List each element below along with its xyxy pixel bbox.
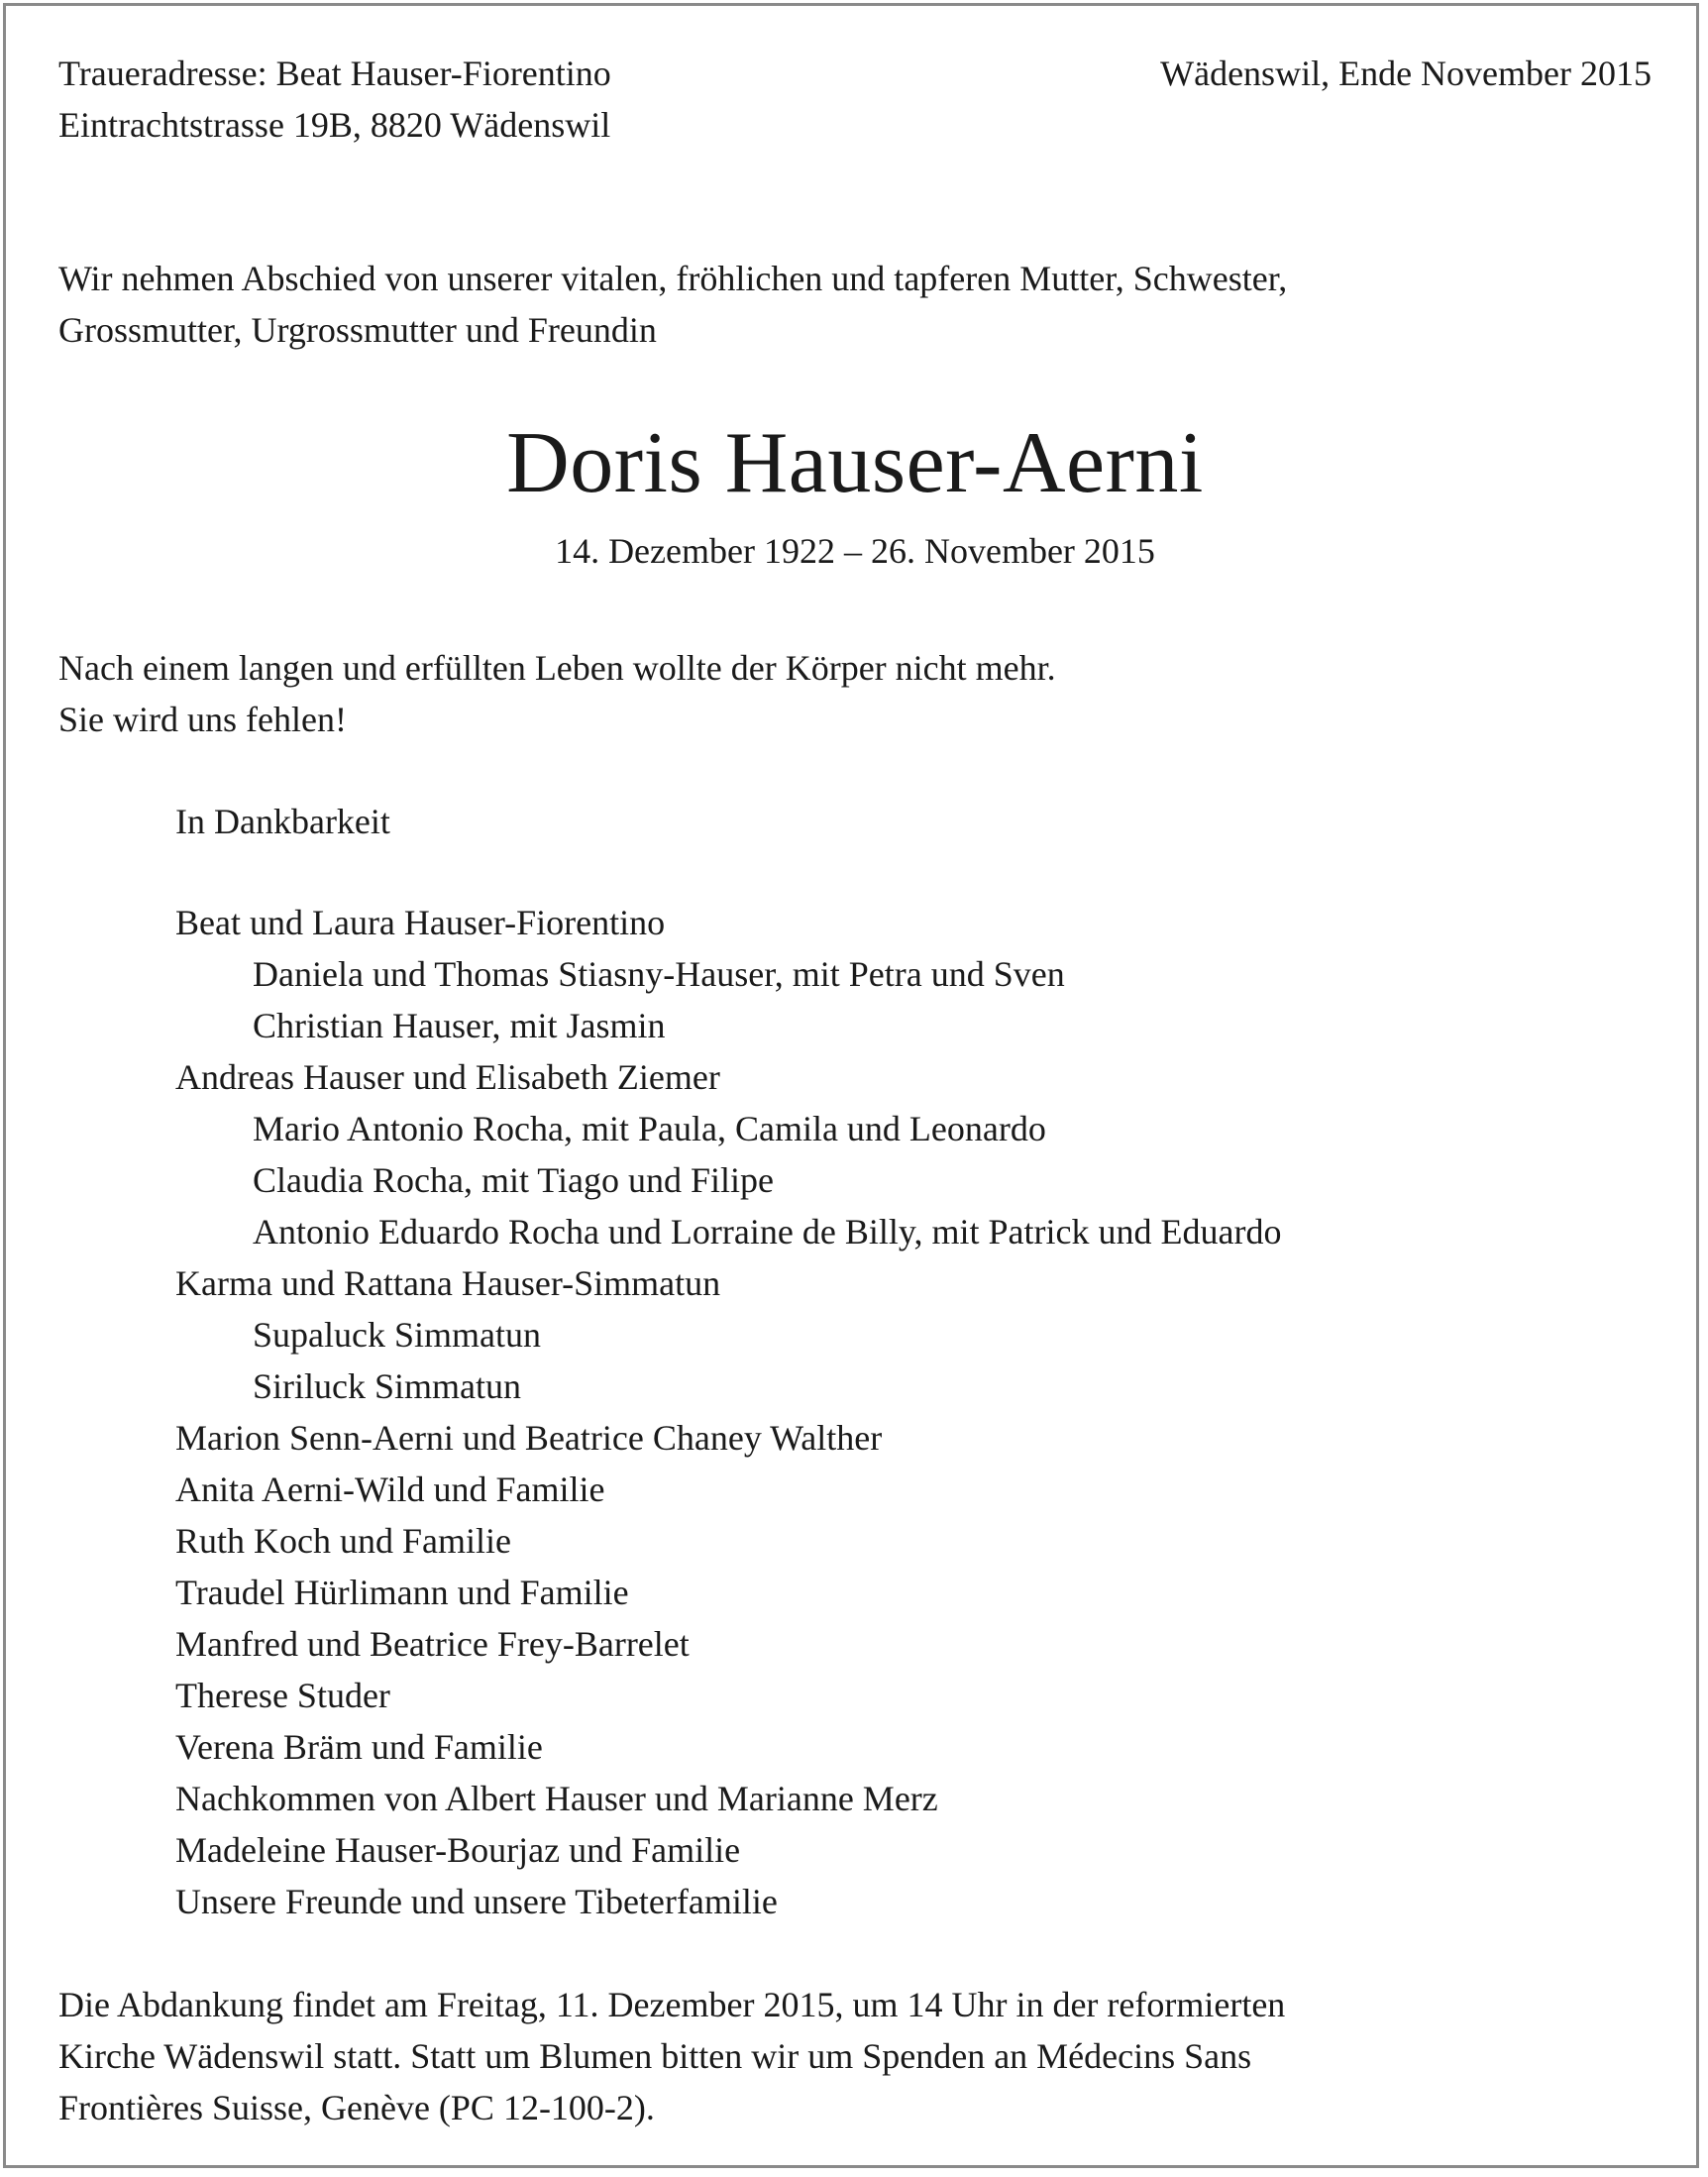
- mourner-entry: Ruth Koch und Familie: [175, 1521, 511, 1561]
- mourner-entry: Daniela und Thomas Stiasny-Hauser, mit Petra und Sven: [253, 954, 1065, 994]
- ceremony-line3: Frontières Suisse, Genève (PC 12-100-2).: [58, 2088, 655, 2127]
- mourning-address-line1: Traueradresse: Beat Hauser-Fiorentino: [58, 54, 611, 93]
- deceased-name: Doris Hauser-Aerni: [506, 415, 1204, 511]
- mourner-entry: Andreas Hauser und Elisabeth Ziemer: [175, 1057, 720, 1097]
- mourner-entry: Therese Studer: [175, 1676, 390, 1715]
- mourner-entry: Mario Antonio Rocha, mit Paula, Camila und Leonardo: [253, 1109, 1046, 1148]
- mourner-entry: Traudel Hürlimann und Familie: [175, 1573, 629, 1612]
- mourner-entry: Beat und Laura Hauser-Fiorentino: [175, 903, 666, 942]
- intro-line2: Grossmutter, Urgrossmutter und Freundin: [58, 310, 657, 350]
- message-line1: Nach einem langen und erfüllten Leben wollte der Körper nicht mehr.: [58, 648, 1056, 688]
- ceremony-line1: Die Abdankung findet am Freitag, 11. Dezember 2015, um 14 Uhr in der reformierten: [58, 1985, 1286, 2024]
- place-and-date: Wädenswil, Ende November 2015: [1160, 54, 1652, 93]
- mourner-entry: Antonio Eduardo Rocha und Lorraine de Billy, mit Patrick und Eduardo: [253, 1212, 1282, 1252]
- mourner-entry: Siriluck Simmatun: [253, 1366, 522, 1406]
- mourner-entry: Claudia Rocha, mit Tiago und Filipe: [253, 1160, 775, 1200]
- intro-line1: Wir nehmen Abschied von unserer vitalen, fröhlichen und tapferen Mutter, Schwester,: [58, 259, 1288, 298]
- message-line2: Sie wird uns fehlen!: [58, 700, 347, 739]
- mourning-address-line2: Eintrachtstrasse 19B, 8820 Wädenswil: [58, 105, 611, 145]
- ceremony-line2: Kirche Wädenswil statt. Statt um Blumen bitten wir um Spenden an Médecins Sans: [58, 2036, 1252, 2076]
- mourner-entry: Manfred und Beatrice Frey-Barrelet: [175, 1624, 690, 1664]
- life-dates: 14. Dezember 1922 – 26. November 2015: [555, 531, 1155, 571]
- mourner-entry: Anita Aerni-Wild und Familie: [175, 1469, 605, 1509]
- mourner-entry: Unsere Freunde und unsere Tibeterfamilie: [175, 1882, 778, 1921]
- mourner-entry: Verena Bräm und Familie: [175, 1727, 543, 1767]
- mourners-list: [175, 897, 1281, 1927]
- mourner-entry: Marion Senn-Aerni und Beatrice Chaney Walther: [175, 1418, 883, 1458]
- mourner-entry: Supaluck Simmatun: [253, 1315, 541, 1355]
- mourner-entry: Karma und Rattana Hauser-Simmatun: [175, 1263, 721, 1303]
- mourner-entry: Christian Hauser, mit Jasmin: [253, 1006, 666, 1045]
- mourner-entry: Madeleine Hauser-Bourjaz und Familie: [175, 1830, 741, 1870]
- mourner-entry: Nachkommen von Albert Hauser und Marianne Merz: [175, 1779, 938, 1818]
- gratitude-line: In Dankbarkeit: [175, 802, 390, 841]
